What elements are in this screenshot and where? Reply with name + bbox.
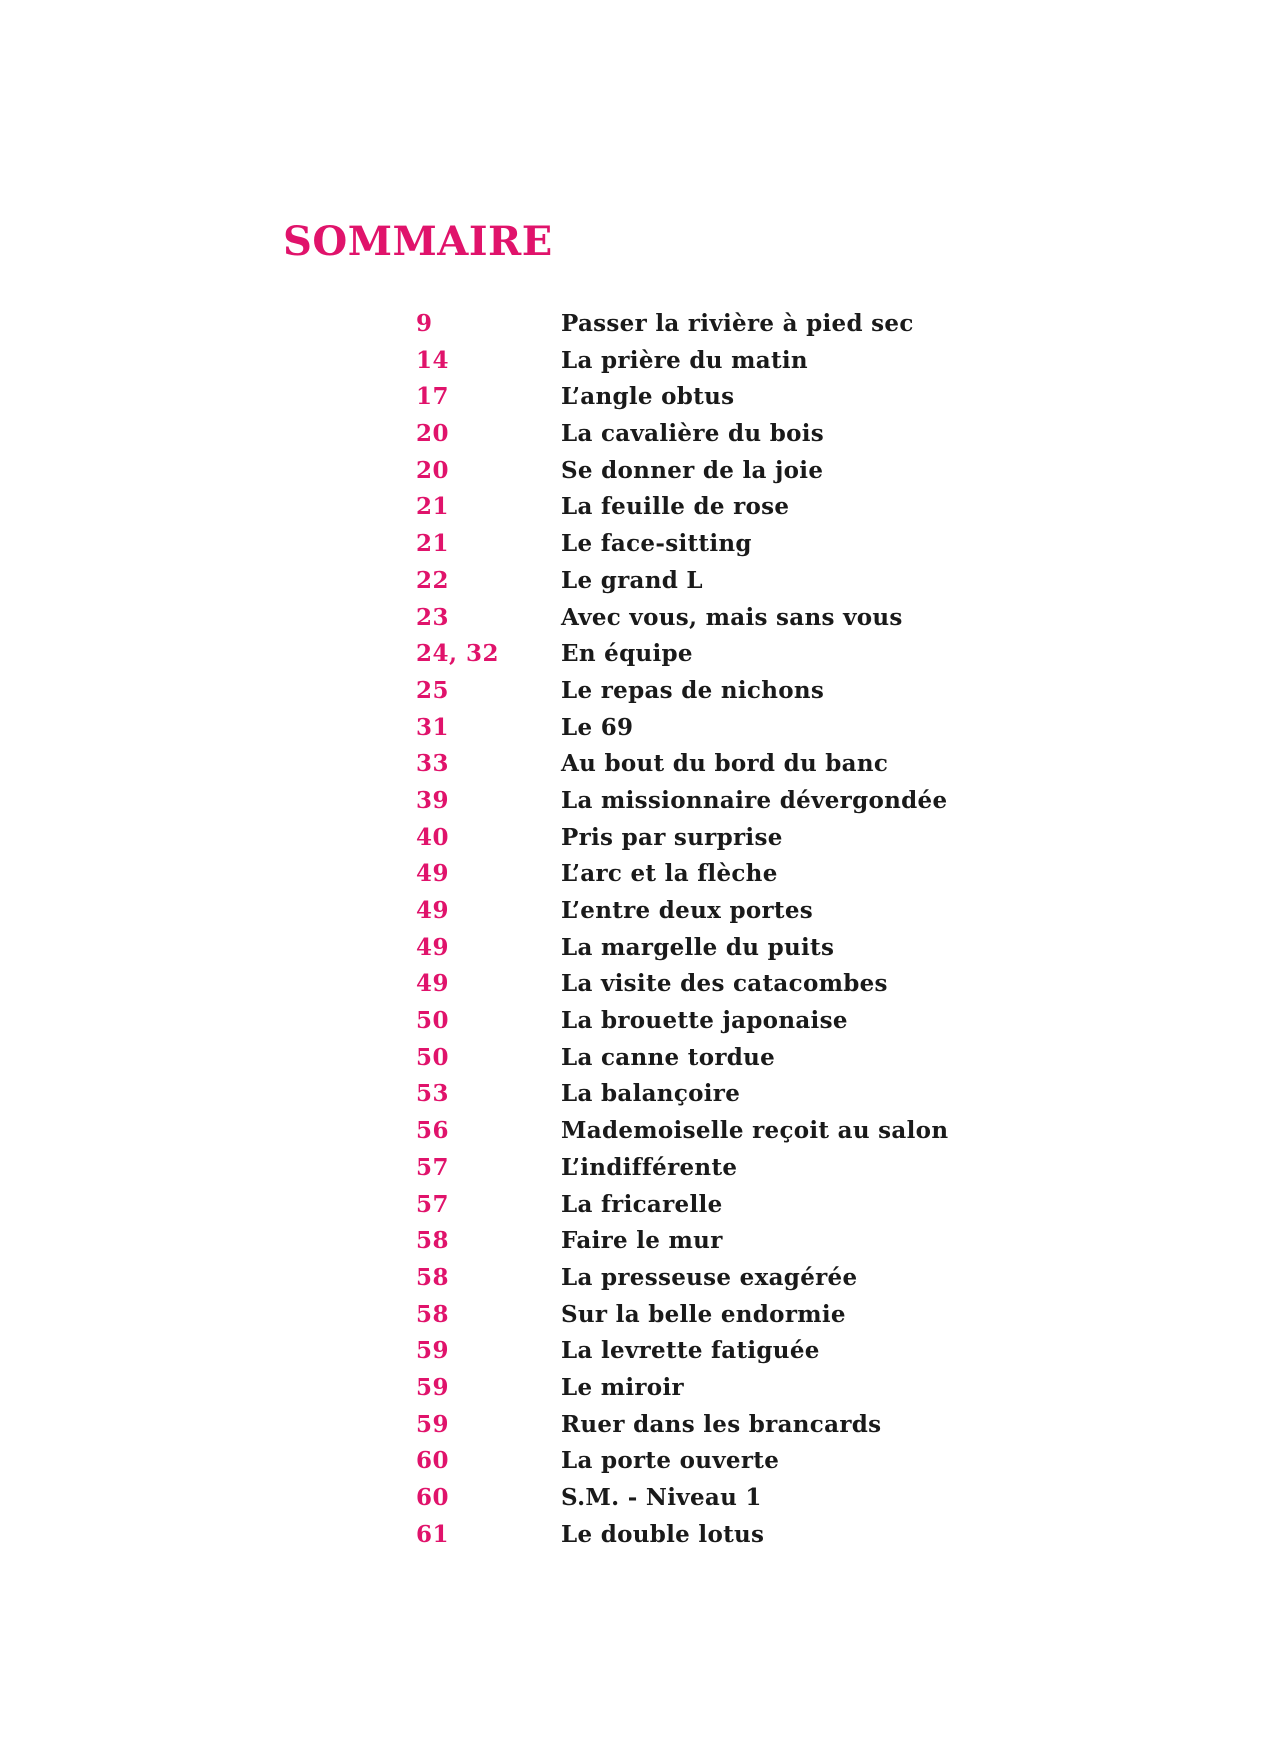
toc-entry: [416, 820, 948, 857]
toc-entry: [416, 966, 948, 1003]
toc-entry-title: La levrette fatiguée: [561, 1337, 820, 1365]
toc-entry-title: Le repas de nichons: [561, 676, 825, 704]
toc-entry-title: L’arc et la flèche: [561, 860, 778, 888]
toc-entry: [416, 489, 948, 526]
toc-entry-title: Avec vous, mais sans vous: [561, 603, 903, 631]
toc-entry: [416, 1407, 948, 1444]
toc-page-number: 56: [416, 1117, 450, 1145]
toc-page-number: 24, 32: [416, 640, 500, 668]
toc-entry-title: L’angle obtus: [561, 383, 735, 411]
toc-entry: [416, 746, 948, 783]
toc-entry: [416, 1260, 948, 1297]
toc-entry: [416, 343, 948, 380]
toc-entry-title: En équipe: [561, 640, 693, 668]
toc-entry: [416, 563, 948, 600]
toc-entry-title: La cavalière du bois: [561, 420, 825, 448]
toc-entry: [416, 783, 948, 820]
toc-page-number: 49: [416, 897, 450, 924]
toc-entry: [416, 710, 948, 747]
toc-entry: [416, 1113, 948, 1150]
toc-page-number: 50: [416, 1007, 450, 1035]
toc-entry-title: La balançoire: [561, 1080, 741, 1108]
toc-entry-title: S.M. - Niveau 1: [561, 1484, 762, 1511]
toc-entry-title: Sur la belle endormie: [561, 1300, 846, 1328]
toc-page-number: 58: [416, 1300, 450, 1328]
toc-entry-title: Le 69: [561, 713, 634, 741]
toc-entry-title: Faire le mur: [561, 1227, 723, 1255]
toc-entry: [416, 453, 948, 490]
toc-entry: [416, 1443, 948, 1480]
toc-page-number: 50: [416, 1043, 450, 1071]
toc-entry-title: La fricarelle: [561, 1190, 723, 1218]
toc-page-number: 59: [416, 1373, 450, 1401]
toc-entry: [416, 930, 948, 967]
toc-entry-title: La missionnaire dévergondée: [561, 786, 948, 814]
toc-entry: [416, 600, 948, 637]
toc-entry: [416, 526, 948, 563]
toc-page-number: 57: [416, 1153, 450, 1181]
toc-page-number: 49: [416, 970, 450, 998]
toc-entry-title: Le face-sitting: [561, 530, 752, 558]
toc-entry-title: Au bout du bord du banc: [561, 750, 889, 778]
toc-page-number: 17: [416, 383, 450, 411]
toc-page-number: 33: [416, 750, 450, 778]
toc-page-number: 61: [416, 1520, 450, 1548]
toc-page-number: 14: [416, 346, 450, 374]
toc-entry-title: La canne tordue: [561, 1043, 776, 1071]
toc-page-number: 31: [416, 713, 450, 741]
toc-page-number: 59: [416, 1337, 450, 1365]
toc-entry-title: Pris par surprise: [561, 823, 783, 851]
toc-entry-title: La margelle du puits: [561, 933, 835, 961]
toc-page-number: 53: [416, 1080, 450, 1108]
toc-page-number: 60: [416, 1484, 450, 1511]
toc-page-number: 22: [416, 566, 450, 594]
toc-entry: [416, 306, 948, 343]
toc-page-number: 9: [416, 310, 433, 337]
toc-entry: [416, 379, 948, 416]
toc-entry: [416, 856, 948, 893]
toc-page-number: 49: [416, 933, 450, 961]
toc-entry: [416, 1333, 948, 1370]
toc-page-number: 21: [416, 530, 450, 558]
toc-entry-title: La feuille de rose: [561, 493, 790, 521]
toc-page-number: 58: [416, 1227, 450, 1255]
toc-entry: [416, 416, 948, 453]
table-of-contents: [416, 306, 948, 1553]
toc-page-number: 49: [416, 860, 450, 888]
toc-entry: [416, 893, 948, 930]
toc-page-number: 60: [416, 1447, 450, 1475]
toc-entry-title: L’entre deux portes: [561, 897, 814, 924]
toc-entry: [416, 1223, 948, 1260]
toc-page-number: 39: [416, 786, 450, 814]
toc-entry-title: La presseuse exagérée: [561, 1263, 858, 1291]
toc-entry-title: L’indifférente: [561, 1153, 738, 1181]
toc-entry: [416, 673, 948, 710]
toc-page-number: 59: [416, 1410, 450, 1438]
toc-page-number: 23: [416, 603, 450, 631]
toc-entry: [416, 1150, 948, 1187]
toc-page-number: 40: [416, 823, 450, 851]
toc-entry-title: La brouette japonaise: [561, 1007, 848, 1035]
toc-entry: [416, 1187, 948, 1224]
toc-entry-title: La prière du matin: [561, 346, 808, 374]
toc-entry-title: La porte ouverte: [561, 1447, 780, 1475]
page-title: SOMMAIRE: [283, 218, 553, 265]
toc-entry: [416, 1517, 948, 1554]
toc-entry: [416, 1040, 948, 1077]
toc-page-number: 20: [416, 456, 450, 484]
toc-entry-title: Le grand L: [561, 566, 703, 594]
toc-entry-title: Le miroir: [561, 1373, 684, 1401]
toc-page-number: 58: [416, 1263, 450, 1291]
toc-entry: [416, 1370, 948, 1407]
toc-entry-title: Passer la rivière à pied sec: [561, 310, 914, 337]
toc-entry: [416, 1076, 948, 1113]
toc-entry-title: La visite des catacombes: [561, 970, 888, 998]
toc-entry-title: Mademoiselle reçoit au salon: [561, 1117, 949, 1145]
toc-entry: [416, 636, 948, 673]
toc-entry-title: Le double lotus: [561, 1520, 765, 1548]
toc-entry: [416, 1297, 948, 1334]
toc-entry-title: Se donner de la joie: [561, 456, 824, 484]
toc-page-number: 20: [416, 420, 450, 448]
toc-entry: [416, 1480, 948, 1517]
toc-entry: [416, 1003, 948, 1040]
toc-page-number: 25: [416, 676, 450, 704]
toc-page-number: 57: [416, 1190, 450, 1218]
toc-page-number: 21: [416, 493, 450, 521]
toc-entry-title: Ruer dans les brancards: [561, 1410, 882, 1438]
